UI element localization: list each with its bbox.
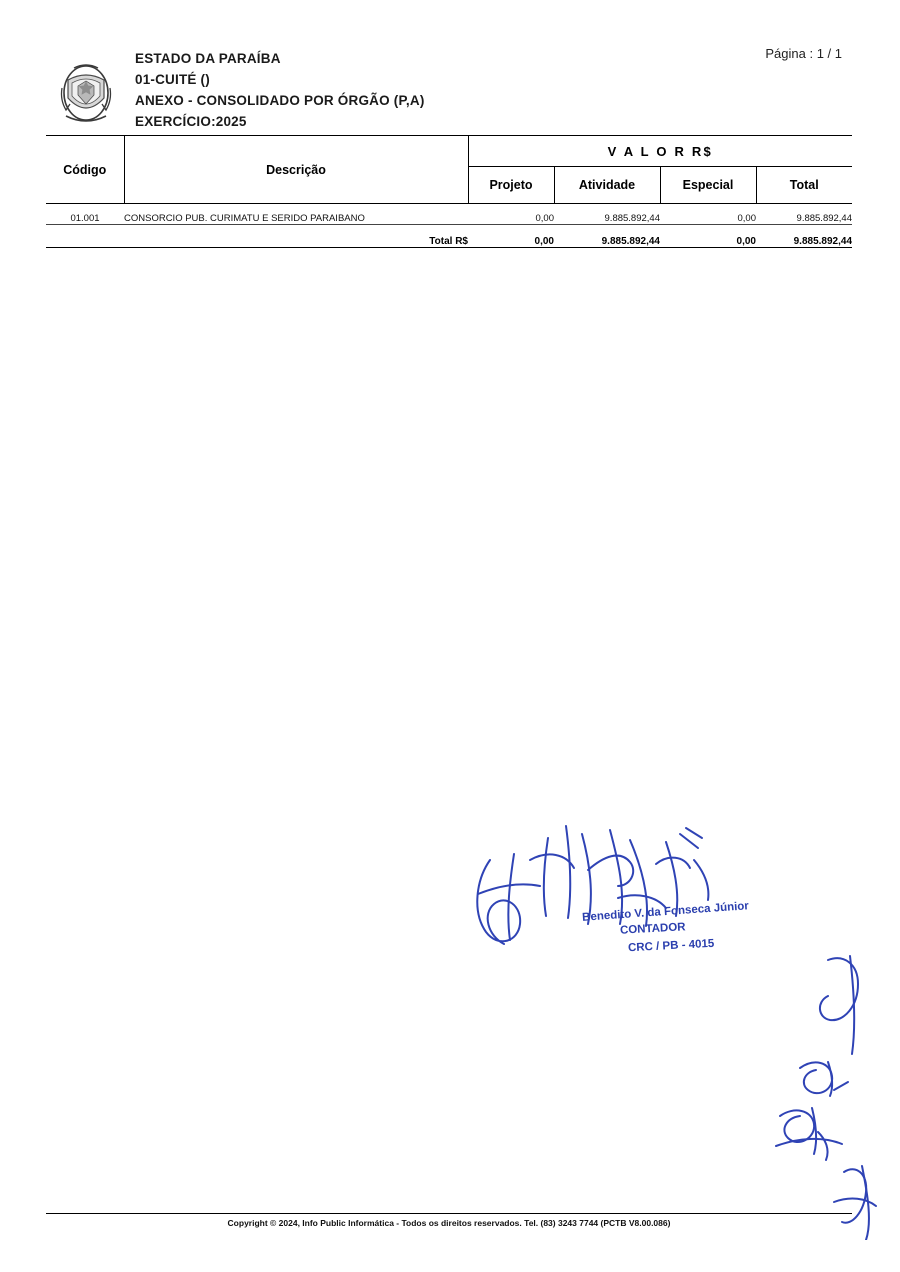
- signature-role: CONTADOR: [619, 921, 686, 937]
- col-header-descricao: Descrição: [124, 136, 468, 204]
- header-report-line: ANEXO - CONSOLIDADO POR ÓRGÃO (P,A): [135, 93, 425, 108]
- secondary-signature-block: [770, 950, 900, 1240]
- cell-codigo: 01.001: [70, 213, 100, 224]
- header-entity-line: 01-CUITÉ (): [135, 72, 210, 87]
- report-table-wrapper: [46, 135, 852, 248]
- table-row: [46, 204, 852, 225]
- total-atividade: 9.885.892,44: [601, 236, 660, 247]
- footer-copyright: Copyright © 2024, Info Public Informática - Todos os direitos reservados. Tel. (83) 3243 7744 (PCTB V8.00.086): [227, 1218, 671, 1228]
- total-label: Total R$: [429, 236, 468, 247]
- cell-descricao: CONSORCIO PUB. CURIMATU E SERIDO PARAIBANO: [124, 213, 365, 224]
- cell-especial: 0,00: [737, 213, 756, 224]
- signature-block: [470, 820, 770, 990]
- total-projeto: 0,00: [534, 236, 554, 247]
- page-number: Página : 1 / 1: [765, 46, 842, 61]
- col-header-valor-group: V A L O R R$: [468, 136, 852, 167]
- total-especial: 0,00: [736, 236, 756, 247]
- total-total: 9.885.892,44: [793, 236, 853, 247]
- handwritten-initials-icon: [770, 950, 900, 1240]
- header-exercise-line: EXERCÍCIO:2025: [135, 114, 247, 129]
- document-footer: [46, 1213, 852, 1228]
- document-header: [50, 38, 852, 148]
- signature-name: Benedito V. da Fonseca Júnior: [581, 900, 750, 924]
- col-header-projeto: Projeto: [468, 167, 554, 204]
- cell-atividade: 9.885.892,44: [604, 213, 660, 224]
- col-header-especial: Especial: [660, 167, 756, 204]
- table-bottom-rule: [46, 248, 852, 249]
- table-total-row: [46, 225, 852, 248]
- col-header-codigo: Código: [46, 136, 124, 204]
- signature-crc: CRC / PB - 4015: [627, 937, 715, 955]
- col-header-total: Total: [756, 167, 852, 204]
- header-title-block: [135, 48, 425, 132]
- cell-projeto: 0,00: [535, 213, 554, 224]
- report-table: [46, 135, 852, 248]
- header-state-line: ESTADO DA PARAÍBA: [135, 51, 281, 66]
- coat-of-arms-icon: [58, 60, 114, 126]
- col-header-atividade: Atividade: [554, 167, 660, 204]
- cell-total: 9.885.892,44: [796, 213, 853, 224]
- table-header-row-group: [46, 136, 852, 167]
